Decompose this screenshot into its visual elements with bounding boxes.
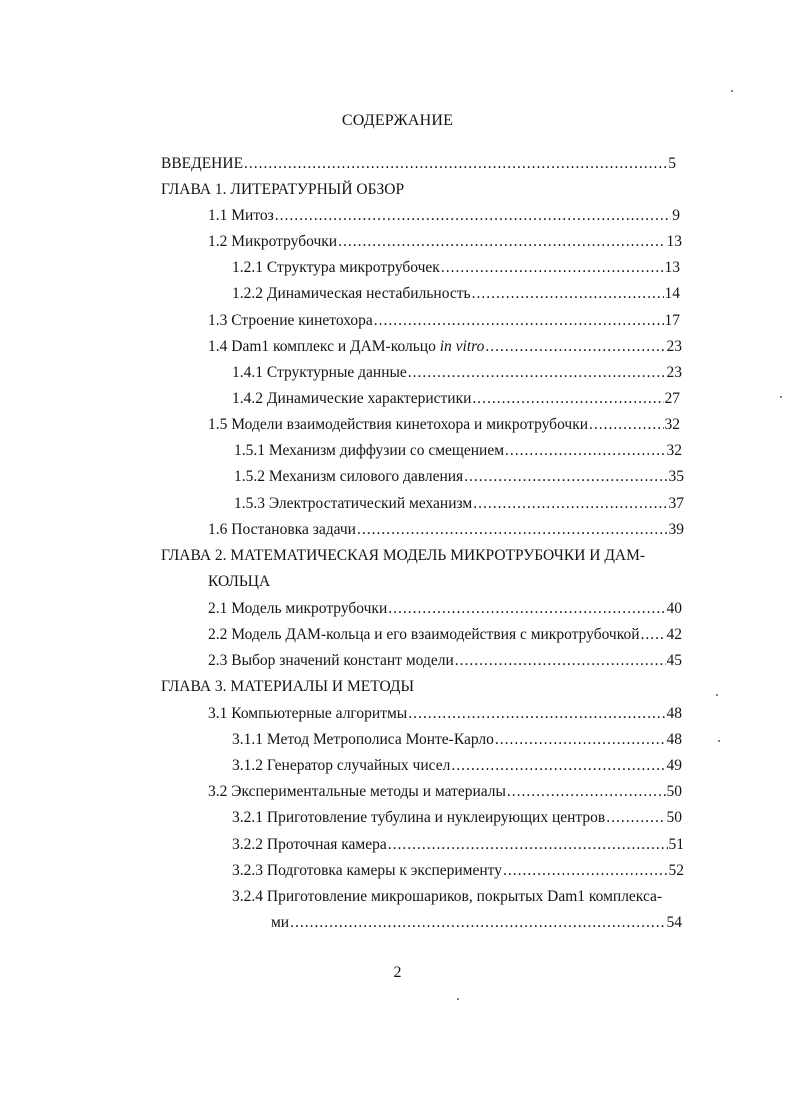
dot-leader (464, 467, 667, 487)
dot-leader (473, 494, 667, 514)
dot-leader (244, 154, 667, 174)
dot-leader (408, 704, 665, 724)
toc-entry-label: 3.1.1 Метод Метрополиса Монте-Карло (232, 731, 494, 748)
toc-entry (208, 599, 682, 619)
toc-entry (232, 389, 680, 409)
toc-entry-page: 37 (668, 495, 684, 512)
dot-leader (505, 441, 665, 461)
toc-entry-label: 1.4.2 Динамические характеристики (232, 390, 472, 407)
toc-entry-page: 23 (666, 364, 682, 381)
toc-entry-label: 1.2 Микротрубочки (208, 233, 338, 250)
toc-entry-label: 2.3 Выбор значений констант модели (208, 652, 454, 669)
toc-entry-label: 1.4.1 Структурные данные (232, 364, 407, 381)
toc-entry-page: 49 (666, 757, 682, 774)
toc-entry-label: 3.2.3 Подготовка камеры к эксперименту (232, 862, 502, 879)
toc-entry (208, 704, 682, 724)
toc-entry-page: 48 (666, 705, 682, 722)
toc-entry-label: 1.5.1 Механизм диффузии со смещением (234, 442, 505, 459)
scan-speck (457, 998, 459, 1000)
toc-entry-label: 1.3 Строение кинетохора (208, 312, 373, 329)
dot-leader (641, 625, 666, 645)
scan-speck (718, 740, 720, 742)
toc-entry (232, 808, 682, 828)
dot-leader (589, 415, 663, 435)
toc-entry-page: 27 (664, 390, 680, 407)
toc-entry (208, 232, 682, 252)
toc-entry-page: 9 (672, 207, 680, 224)
toc-entry (271, 913, 682, 933)
toc-entry (208, 782, 682, 802)
toc-entry-label: 1.6 Постановка задачи (208, 521, 356, 538)
toc-entry-label: ми (271, 914, 290, 931)
toc-entry-page: 52 (668, 862, 684, 879)
toc-entry-label: 1.5.2 Механизм силового давления (234, 468, 464, 485)
dot-leader (374, 311, 664, 331)
toc-entry (232, 835, 684, 855)
dot-leader (507, 782, 666, 802)
toc-entry-label: 3.1 Компьютерные алгоритмы (208, 705, 408, 722)
toc-entry-label: 1.2.2 Динамическая нестабильность (232, 285, 471, 302)
dot-leader (495, 730, 666, 750)
scan-speck (716, 694, 718, 696)
toc-entry-page: 35 (668, 468, 684, 485)
dot-leader (388, 599, 665, 619)
toc-entry (208, 206, 680, 226)
toc-entry-page: 48 (666, 731, 682, 748)
toc-entry-page: 39 (668, 521, 684, 538)
toc-entry-page: 51 (668, 836, 684, 853)
toc-entry (232, 730, 682, 750)
toc-entry-page: 13 (664, 259, 680, 276)
toc-entry-label-text: 1.4 Dam1 комплекс и ДАМ-кольцо (208, 338, 440, 355)
scan-speck (731, 90, 733, 92)
toc-entry (208, 651, 682, 671)
toc-entry-label: 1.1 Митоз (208, 207, 274, 224)
dot-leader (455, 651, 666, 671)
toc-entry-page: 14 (664, 285, 680, 302)
toc-entry (208, 337, 682, 357)
page-number: 2 (393, 964, 402, 981)
toc-chapter-heading: ГЛАВА 2. МАТЕМАТИЧЕСКАЯ МОДЕЛЬ МИКРОТРУБОЧКИ И ДАМ- (161, 547, 646, 564)
toc-entry-page: 40 (666, 600, 682, 617)
toc-entry-label: 1.5.3 Электростатический механизм (234, 495, 473, 512)
toc-entry (234, 467, 684, 487)
dot-leader (472, 389, 663, 409)
toc-chapter-heading-continuation: КОЛЬЦА (208, 573, 271, 590)
toc-entry-label: ВВЕДЕНИЕ (161, 155, 244, 172)
toc-entry (208, 415, 680, 435)
toc-entry-page: 32 (666, 442, 682, 459)
toc-heading: СОДЕРЖАНИЕ (341, 112, 454, 129)
toc-entry-label (208, 337, 484, 357)
dot-leader (472, 284, 664, 304)
toc-entry-label-italic: in vitro (439, 338, 485, 355)
dot-leader (338, 232, 665, 252)
toc-entry-label: 3.2.2 Проточная камера (232, 836, 387, 853)
dot-leader (388, 835, 668, 855)
dot-leader (441, 258, 664, 278)
dot-leader (290, 913, 665, 933)
toc-entry-page: 13 (666, 233, 682, 250)
toc-entry (208, 625, 682, 645)
toc-entry (161, 154, 676, 174)
toc-entry-page: 50 (666, 783, 682, 800)
toc-entry (234, 494, 684, 514)
toc-entry-page: 32 (664, 416, 680, 433)
toc-entry-label: 3.1.2 Генератор случайных чисел (232, 757, 451, 774)
dot-leader (357, 520, 668, 540)
toc-entry (232, 258, 680, 278)
toc-entry-label: 3.2.4 Приготовление микрошариков, покрытых Dam1 комплекса- (232, 888, 663, 905)
toc-entry (234, 441, 682, 461)
toc-entry-label: 1.5 Модели взаимодействия кинетохора и микротрубочки (208, 416, 589, 433)
toc-entry-page: 42 (666, 626, 682, 643)
toc-entry (232, 363, 682, 383)
toc-entry (232, 756, 682, 776)
toc-entry-page: 54 (666, 914, 682, 931)
dot-leader (485, 337, 665, 357)
dot-leader (451, 756, 665, 776)
dot-leader (503, 861, 668, 881)
toc-entry-label: 3.2.1 Приготовление тубулина и нуклеирующих центров (232, 809, 606, 826)
toc-chapter-heading: ГЛАВА 1. ЛИТЕРАТУРНЫЙ ОБЗОР (161, 181, 405, 198)
toc-entry-label: 3.2 Экспериментальные методы и материалы (208, 783, 506, 800)
toc-entry-label: 2.2 Модель ДАМ-кольца и его взаимодействия с микротрубочкой (208, 626, 640, 643)
toc-entry-page: 50 (666, 809, 682, 826)
toc-entry-label: 1.2.1 Структура микротрубочек (232, 259, 440, 276)
toc-entry (232, 861, 684, 881)
scan-speck (780, 396, 782, 398)
toc-entry-page: 23 (666, 338, 682, 355)
toc-entry-page: 5 (668, 155, 676, 172)
dot-leader (606, 808, 665, 828)
toc-entry-page: 45 (666, 652, 682, 669)
toc-chapter-heading: ГЛАВА 3. МАТЕРИАЛЫ И МЕТОДЫ (161, 678, 414, 695)
dot-leader (408, 363, 666, 383)
toc-entry (208, 520, 684, 540)
dot-leader (275, 206, 671, 226)
toc-entry (232, 284, 680, 304)
toc-entry-page: 17 (664, 312, 680, 329)
toc-entry (208, 311, 680, 331)
toc-entry-label: 2.1 Модель микротрубочки (208, 600, 388, 617)
